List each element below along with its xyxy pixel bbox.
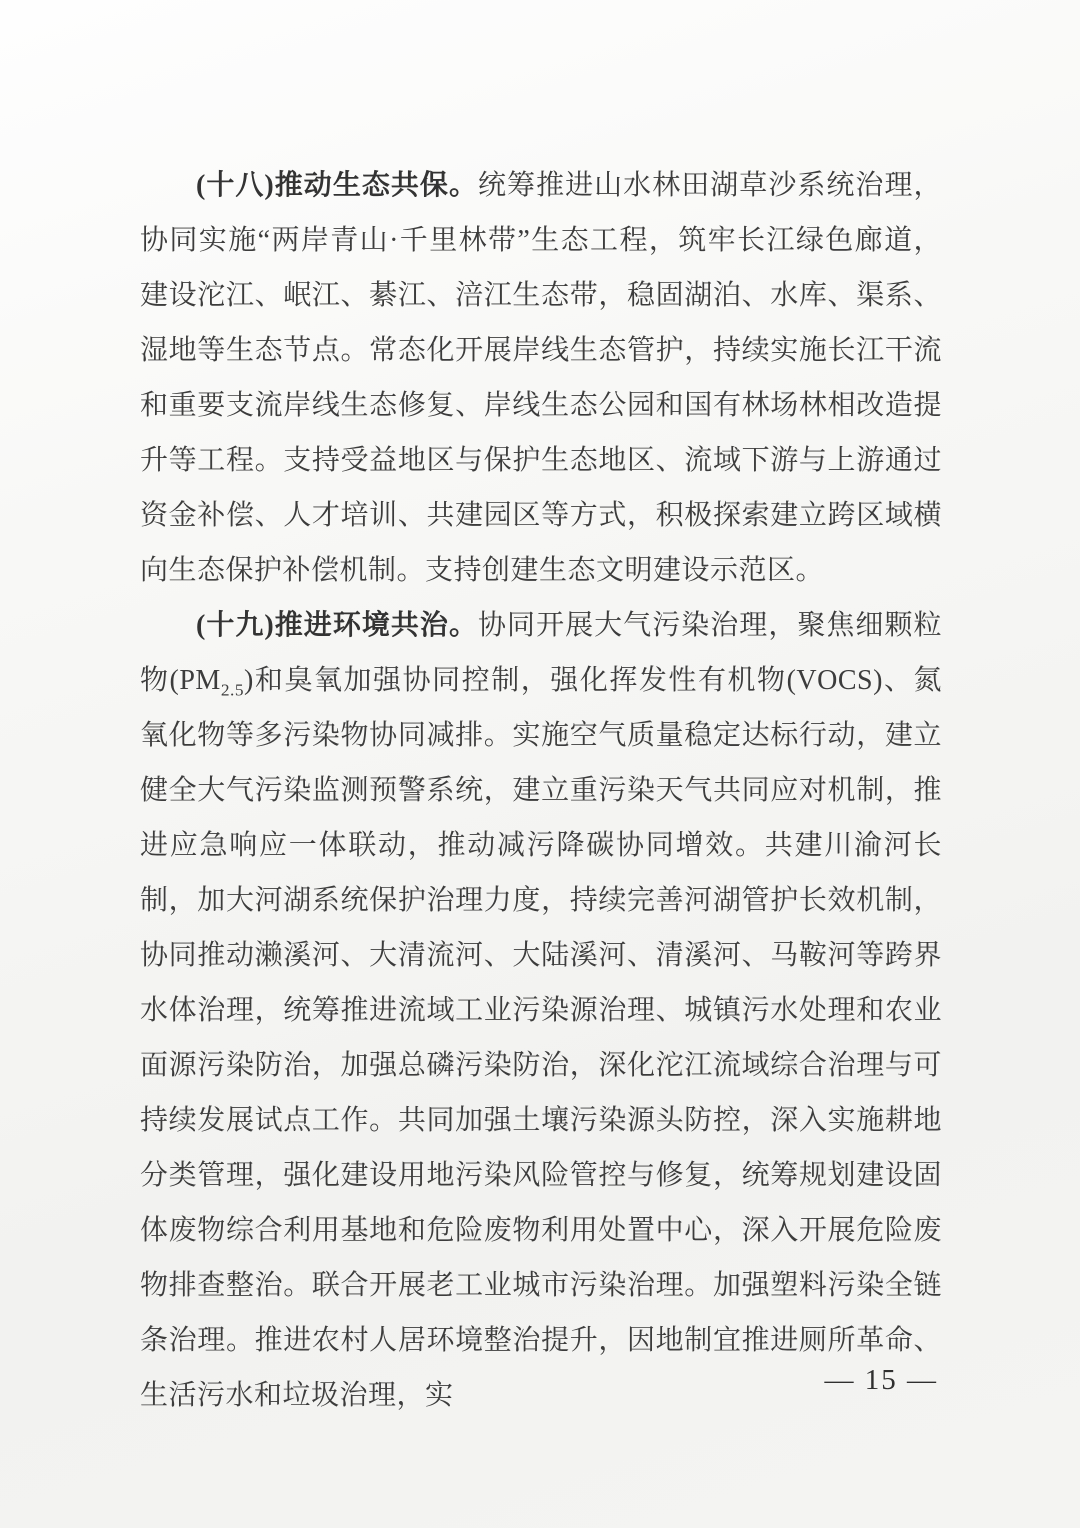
paragraph-18-heading: (十八)推动生态共保。 (196, 170, 478, 201)
paragraph-18 (140, 158, 942, 598)
paragraph-19-heading: (十九)推进环境共治。 (196, 610, 478, 641)
paragraph-19 (140, 598, 942, 1423)
page-number: — 15 — (824, 1364, 938, 1396)
paragraph-19-body: 协同开展大气污染治理，聚焦细颗粒物$(PM_{2.5})$和臭氧加强协同控制，强化挥发性有机物(VOCS)、氮氧化物等多污染物协同减排。实施空气质量稳定达标行动，建立健全大气污染监测预警系统，建立重污染天气共同应对机制，推进应急响应一体联动，推动减污降碳协同增效。共建川渝河长制，加大河湖系统保护治理力度，持续完善河湖管护长效机制，协同推动濑溪河、大清流河、大陆溪河、清溪河、马鞍河等跨界水体治理，统筹推进流域工业污染源治理、城镇污水处理和农业面源污染防治，加强总磷污染防治，深化沱江流域综合治理与可持续发展试点工作。共同加强土壤污染源头防控，深入实施耕地分类管理，强化建设用地污染风险管控与修复，统筹规划建设固体废物综合利用基地和危险废物利用处置中心，深入开展危险废物排查整治。联合开展老工业城市污染治理。加强塑料污染全链条治理。推进农村人居环境整治提升，因地制宜推进厕所革命、生活污水和垃圾治理，实 (140, 610, 943, 1411)
document-text-block (140, 158, 942, 1423)
paragraph-18-body: 统筹推进山水林田湖草沙系统治理，协同实施“两岸青山·千里林带”生态工程，筑牢长江绿色廊道，建设沱江、岷江、綦江、涪江生态带，稳固湖泊、水库、渠系、湿地等生态节点。常态化开展岸线生态管护，持续实施长江干流和重要支流岸线生态修复、岸线生态公园和国有林场林相改造提升等工程。支持受益地区与保护生态地区、流域下游与上游通过资金补偿、人才培训、共建园区等方式，积极探索建立跨区域横向生态保护补偿机制。支持创建生态文明建设示范区。 (140, 170, 942, 586)
